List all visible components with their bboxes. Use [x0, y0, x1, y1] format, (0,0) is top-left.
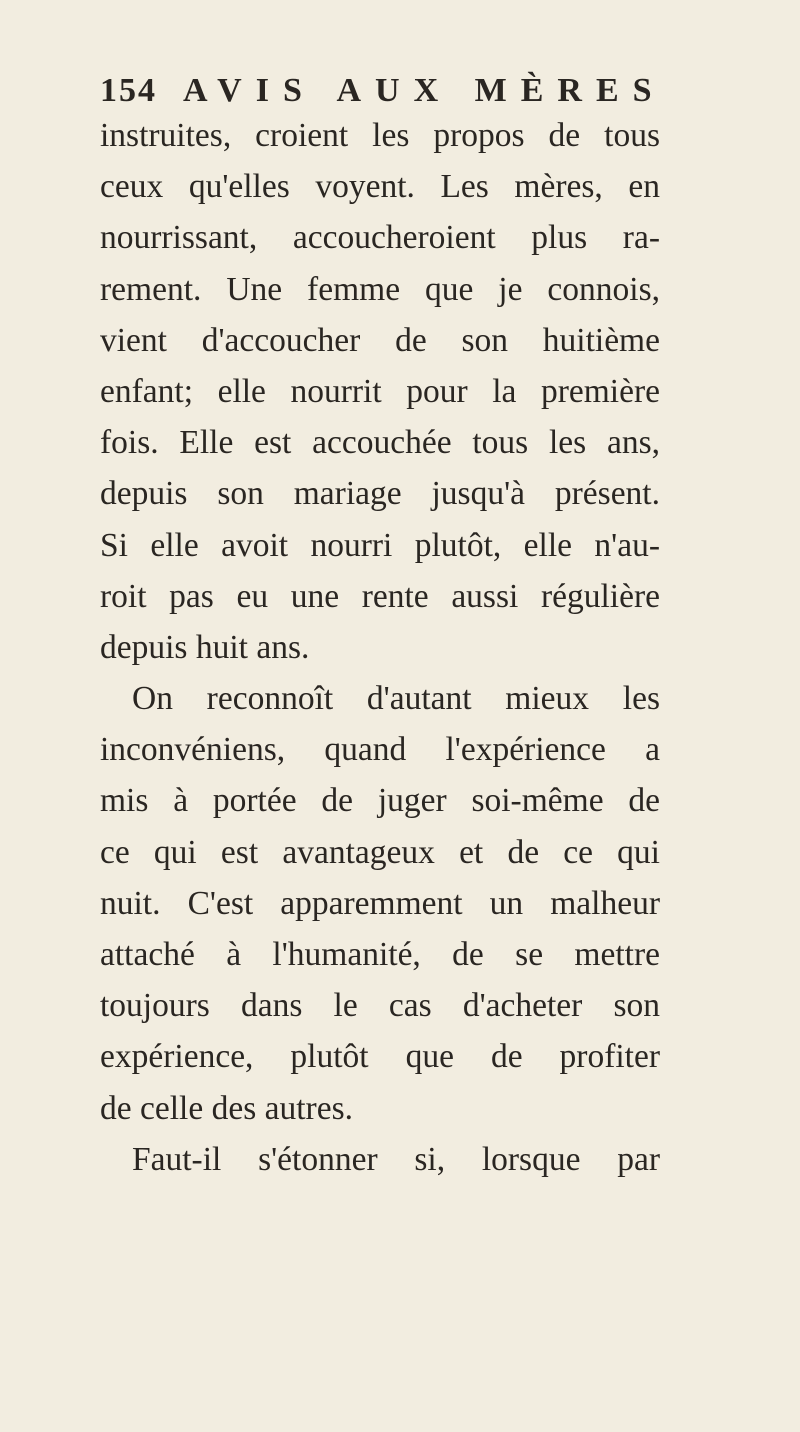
- text-line: nuit. C'est apparemment un malheur: [100, 884, 660, 922]
- text-line: depuis huit ans.: [100, 628, 310, 666]
- page-body: [100, 110, 660, 1185]
- text-line: rement. Une femme que je connois,: [100, 270, 660, 308]
- text-line: expérience, plutôt que de profiter: [100, 1038, 660, 1076]
- page-number: 154: [100, 72, 157, 109]
- text-line: toujours dans le cas d'acheter son: [100, 987, 660, 1025]
- text-line: ceux qu'elles voyent. Les mères, en: [100, 168, 660, 206]
- text-line: fois. Elle est accouchée tous les ans,: [100, 424, 660, 462]
- text-line: ce qui est avantageux et de ce qui: [100, 833, 660, 871]
- text-line: enfant; elle nourrit pour la première: [100, 372, 660, 410]
- text-line: vient d'accoucher de son huitième: [100, 321, 660, 359]
- text-line: inconvéniens, quand l'expérience a: [100, 731, 660, 769]
- text-line: mis à portée de juger soi-même de: [100, 782, 660, 820]
- text-line: depuis son mariage jusqu'à présent.: [100, 475, 660, 513]
- text-line: On reconnoît d'autant mieux les: [132, 680, 660, 718]
- text-line: instruites, croient les propos de tous: [100, 117, 660, 154]
- text-line: roit pas eu une rente aussi régulière: [100, 577, 660, 615]
- text-line: nourrissant, accoucheroient plus ra-: [100, 219, 660, 257]
- running-title: AVIS AUX MÈRES: [183, 72, 666, 109]
- running-header: [100, 72, 666, 110]
- text-line: Si elle avoit nourri plutôt, elle n'au-: [100, 526, 660, 564]
- text-line: de celle des autres.: [100, 1089, 353, 1127]
- text-line: attaché à l'humanité, de se mettre: [100, 936, 660, 973]
- text-line: Faut-il s'étonner si, lorsque par: [132, 1140, 660, 1178]
